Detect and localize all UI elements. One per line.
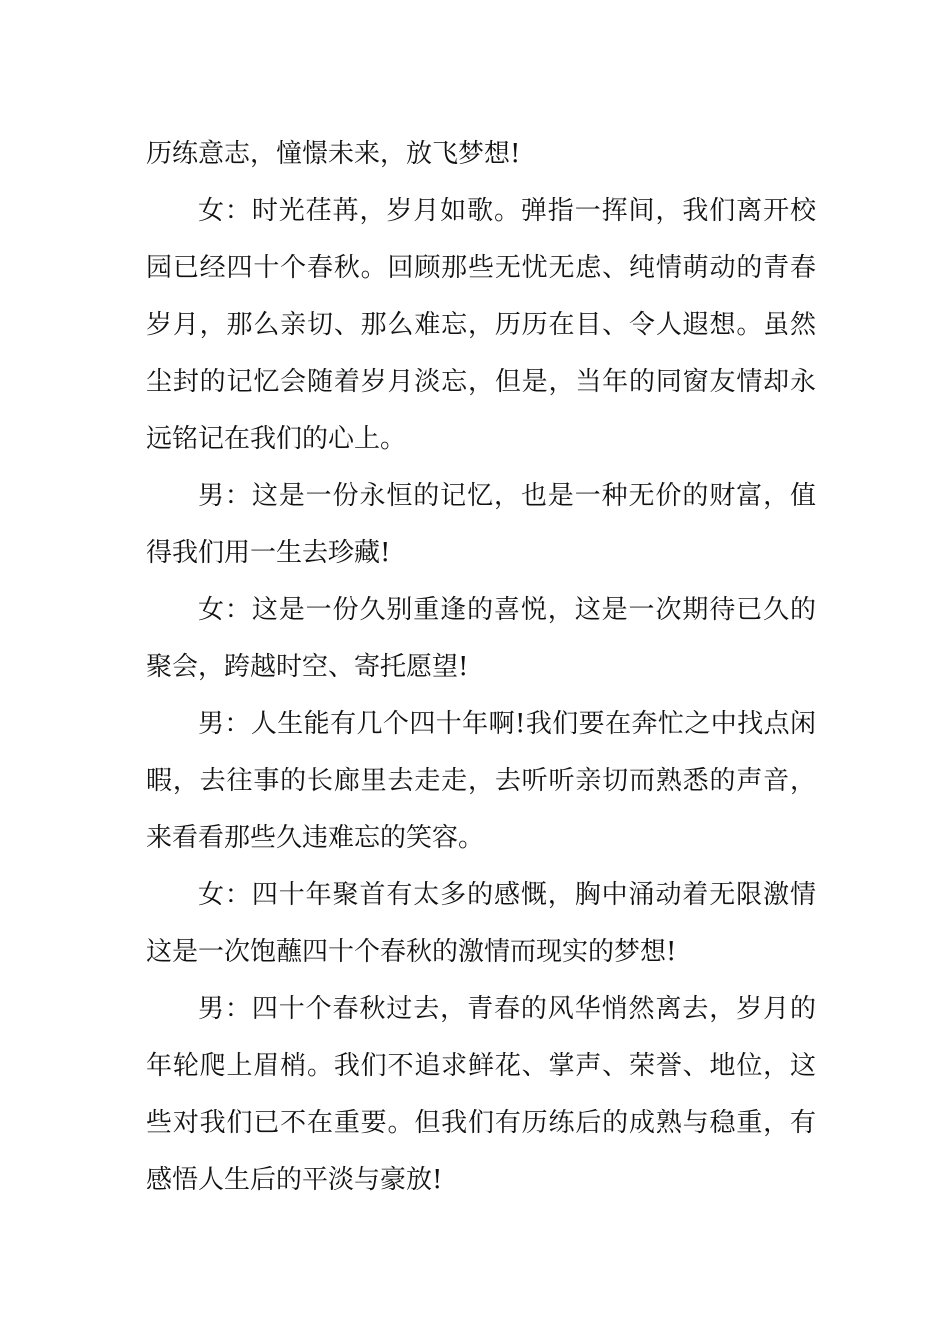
text-line: 岁月，那么亲切、那么难忘，历历在目、令人遐想。虽然	[146, 310, 816, 340]
text-line: 感悟人生后的平淡与豪放!	[146, 1165, 443, 1195]
text-line: 尘封的记忆会随着岁月淡忘，但是，当年的同窗友情却永	[146, 367, 816, 397]
text-line: 女：这是一份久别重逢的喜悦，这是一次期待已久的	[198, 595, 816, 625]
document-body	[146, 126, 816, 1209]
text-line: 这是一次饱蘸四十个春秋的激情而现实的梦想!	[146, 937, 677, 967]
text-line: 些对我们已不在重要。但我们有历练后的成熟与稳重，有	[146, 1108, 816, 1138]
text-line: 历练意志，憧憬未来，放飞梦想!	[146, 139, 521, 169]
text-line: 男：这是一份永恒的记忆，也是一种无价的财富，值	[198, 481, 816, 511]
text-line: 得我们用一生去珍藏!	[146, 538, 391, 568]
text-line: 女：时光荏苒，岁月如歌。弹指一挥间，我们离开校	[198, 196, 816, 226]
text-line: 暇，去往事的长廊里去走走，去听听亲切而熟悉的声音，	[146, 766, 816, 796]
text-line: 来看看那些久违难忘的笑容。	[146, 823, 485, 853]
text-line: 男：四十个春秋过去，青春的风华悄然离去，岁月的	[198, 994, 816, 1024]
text-line: 女：四十年聚首有太多的感慨，胸中涌动着无限激情	[198, 880, 816, 910]
text-line: 男：人生能有几个四十年啊!我们要在奔忙之中找点闲	[198, 709, 816, 739]
text-line: 聚会，跨越时空、寄托愿望!	[146, 652, 469, 682]
text-line: 年轮爬上眉梢。我们不追求鲜花、掌声、荣誉、地位，这	[146, 1051, 816, 1081]
text-line: 园已经四十个春秋。回顾那些无忧无虑、纯情萌动的青春	[146, 253, 816, 283]
text-line: 远铭记在我们的心上。	[146, 424, 407, 454]
